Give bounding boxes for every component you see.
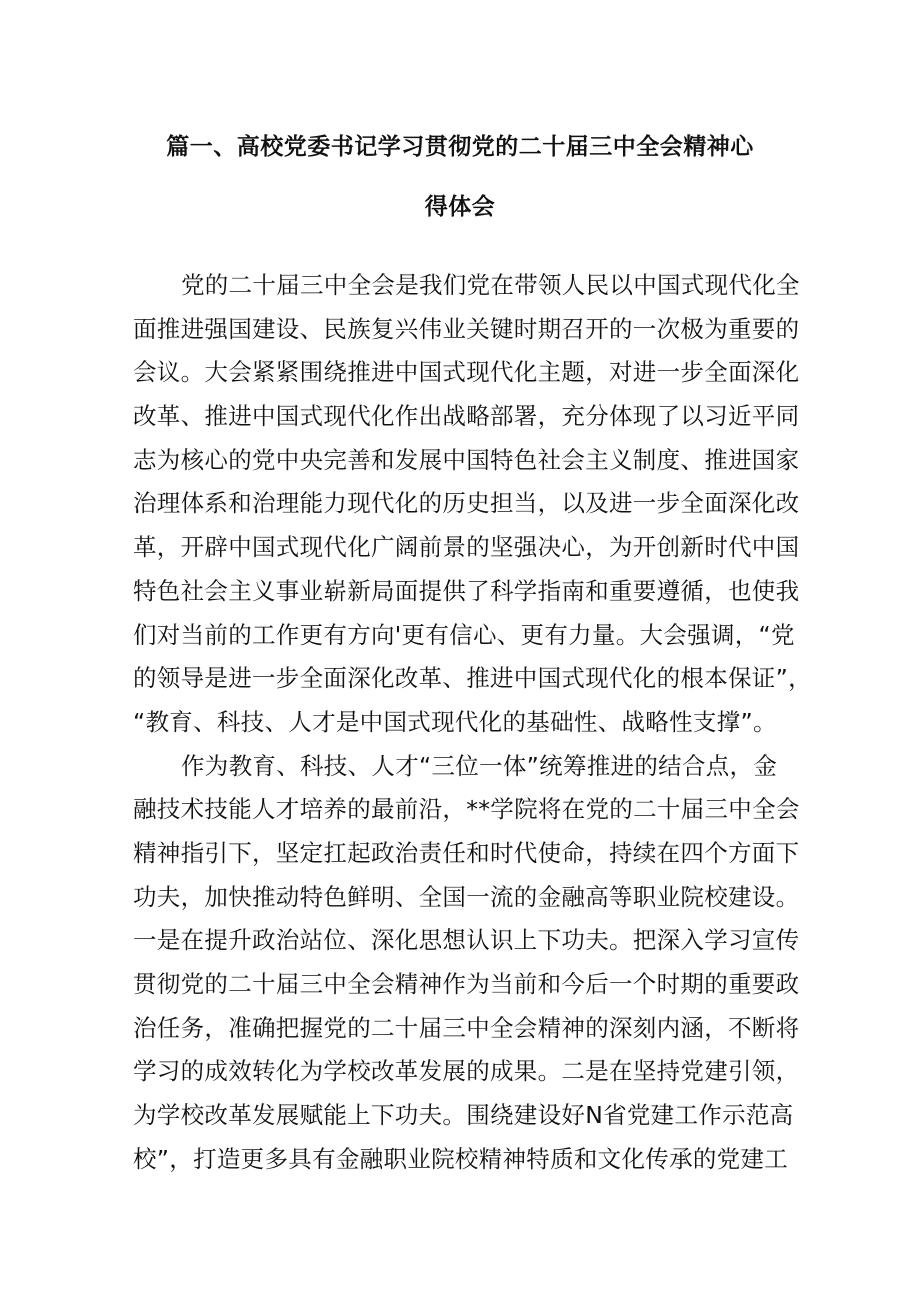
text-line: 精神指引下，坚定扛起政治责任和时代使命，持续在四个方面下 [133, 838, 800, 867]
text-line: “教育、科技、人才是中国式现代化的基础性、战略性支撑”。 [133, 707, 777, 736]
paragraph-1 [133, 264, 813, 745]
text-line: 作为教育、科技、人才“三位一体”统筹推进的结合点，金 [181, 751, 778, 780]
text-line: 特色社会主义事业崭新局面提供了科学指南和重要遵循，也使我 [133, 576, 800, 605]
text-line: 功夫，加快推动特色鲜明、全国一流的金融高等职业院校建设。 [133, 882, 800, 911]
text-line: 治任务，准确把握党的二十届三中全会精神的深刻内涵，不断将 [133, 1013, 800, 1042]
document-title-line-2: 得体会 [424, 194, 496, 220]
text-line: 为学校改革发展赋能上下功夫。围绕建设好N省党建工作示范高 [133, 1101, 794, 1130]
paragraph-2 [133, 745, 813, 1182]
document-body [133, 264, 813, 1181]
text-line: 党的二十届三中全会是我们党在带领人民以中国式现代化全 [181, 271, 800, 299]
text-line: 志为核心的党中央完善和发展中国特色社会主义制度、推进国家 [133, 445, 800, 474]
text-line: 融技术技能人才培养的最前沿，**学院将在党的二十届三中全会 [133, 795, 800, 824]
text-line: 面推进强国建设、民族复兴伟业关键时期召开的一次极为重要的 [133, 314, 800, 343]
document-title-line-1: 篇一、高校党委书记学习贯彻党的二十届三中全会精神心 [166, 134, 754, 160]
text-line: 学习的成效转化为学校改革发展的成果。二是在坚持党建引领， [133, 1057, 800, 1086]
text-line: 革，开辟中国式现代化广阔前景的坚强决心，为开创新时代中国 [133, 533, 800, 562]
text-line: 会议。大会紧紧围绕推进中国式现代化主题，对进一步全面深化 [133, 358, 800, 387]
text-line: 校”，打造更多具有金融职业院校精神特质和文化传承的党建工 [133, 1144, 789, 1173]
text-line: 的领导是进一步全面深化改革、推进中国式现代化的根本保证”， [133, 664, 812, 693]
text-line: 治理体系和治理能力现代化的历史担当，以及进一步全面深化改 [133, 489, 800, 518]
text-line: 改革、推进中国式现代化作出战略部署，充分体现了以习近平同 [133, 402, 800, 431]
text-line: 贯彻党的二十届三中全会精神作为当前和今后一个时期的重要政 [133, 970, 800, 998]
text-line: 一是在提升政治站位、深化思想认识上下功夫。把深入学习宣传 [133, 926, 800, 955]
text-line: 们对当前的工作更有方向'更有信心、更有力量。大会强调，“党 [133, 620, 795, 649]
